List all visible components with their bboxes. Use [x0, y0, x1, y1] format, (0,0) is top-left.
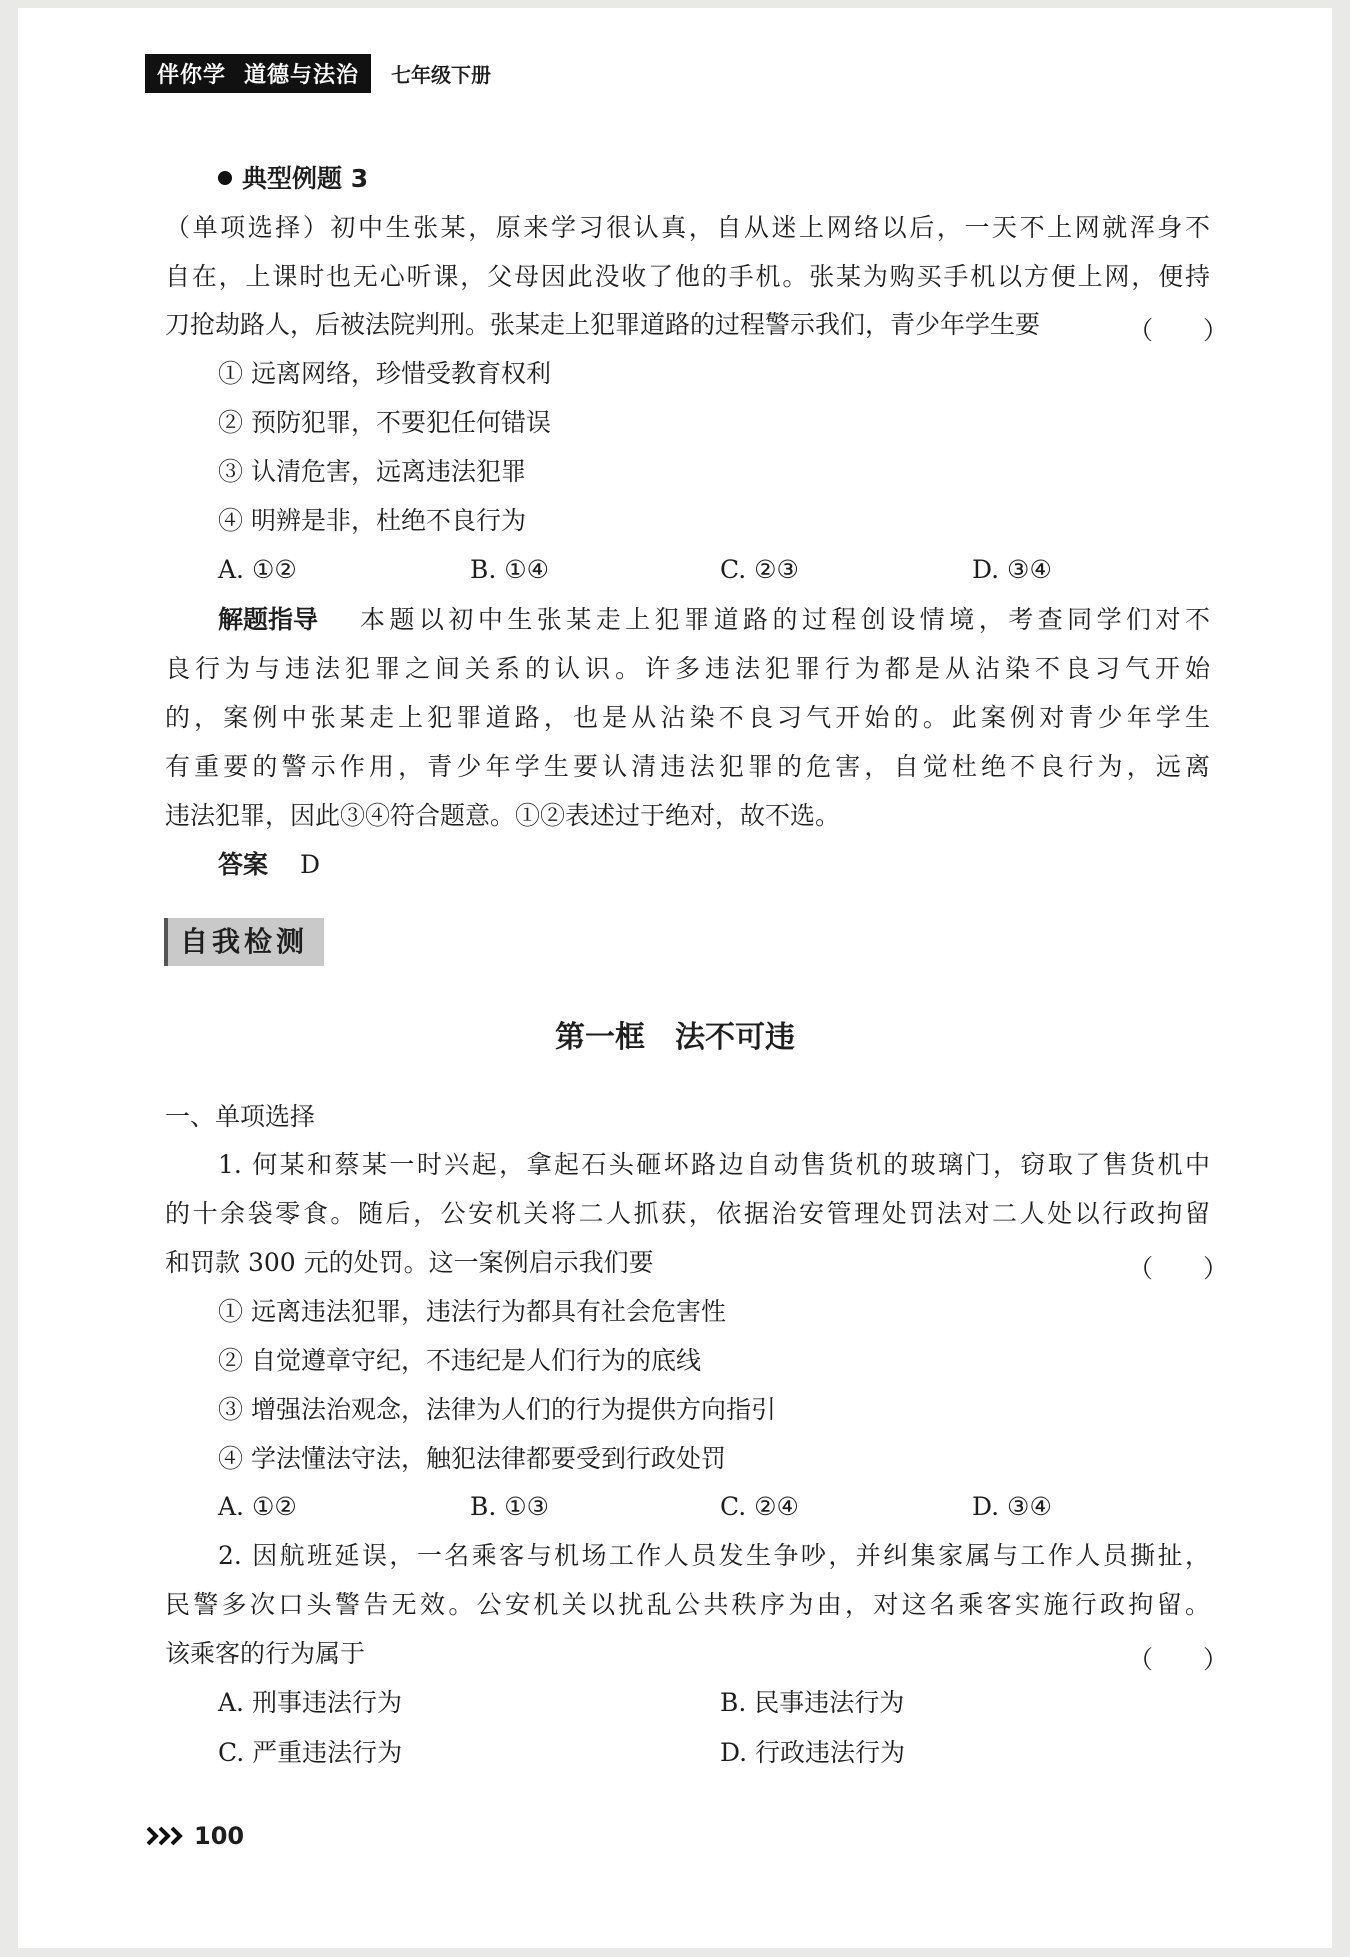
example-item: ③ 认清危害，远离违法犯罪 [218, 457, 526, 486]
q1-item: ① 远离违法犯罪，违法行为都具有社会危害性 [218, 1297, 726, 1326]
part-title: 一、单项选择 [165, 1102, 316, 1131]
option-c: C. ②④ [720, 1492, 799, 1521]
option-a: A. 刑事违法行为 [218, 1688, 402, 1717]
example-stem-line: 刀抢劫路人，后被法院判刑。张某走上犯罪道路的过程警示我们，青少年学生要 [165, 310, 1041, 339]
option-b: B. ①③ [470, 1492, 550, 1521]
guide-line: 违法犯罪，因此③④符合题意。①②表述过于绝对，故不选。 [165, 801, 841, 830]
header-grade: 七年级下册 [391, 62, 492, 87]
option-b: B. ①④ [470, 555, 550, 584]
bullet-icon [218, 171, 232, 185]
answer-value: D [300, 850, 321, 879]
section-tag: 自我检测 [164, 918, 324, 966]
option-d: D. ③④ [972, 1492, 1052, 1521]
page-header [145, 52, 491, 94]
option-d: D. 行政违法行为 [720, 1738, 906, 1767]
header-brand-block [145, 54, 371, 93]
page-footer [146, 1822, 244, 1850]
q1-stem-line: 的十余袋零食。随后，公安机关将二人抓获，依据治安管理处罚法对二人处以行政拘留 [165, 1199, 1210, 1228]
guide-label: 解题指导 [218, 605, 319, 634]
q2-stem-line: 民警多次口头警告无效。公安机关以扰乱公共秩序为由，对这名乘客实施行政拘留。 [165, 1590, 1210, 1619]
answer-blank: （ ） [1128, 1645, 1229, 1674]
example-item: ① 远离网络，珍惜受教育权利 [218, 359, 551, 388]
guide-line: 的，案例中张某走上犯罪道路，也是从沾染不良习气开始的。此案例对青少年学生 [165, 703, 1210, 732]
chevron-right-icon [146, 1825, 192, 1847]
q1-item: ② 自觉遵章守纪，不违纪是人们行为的底线 [218, 1346, 701, 1375]
example-item: ② 预防犯罪，不要犯任何错误 [218, 408, 551, 437]
q1-stem-line: 和罚款 300 元的处罚。这一案例启示我们要 [165, 1248, 654, 1277]
example-title: 典型例题 3 [218, 154, 368, 203]
example-item: ④ 明辨是非，杜绝不良行为 [218, 506, 526, 535]
answer-blank: （ ） [1128, 1254, 1229, 1283]
page-number: 100 [194, 1822, 245, 1850]
guide-line: 本题以初中生张某走上犯罪道路的过程创设情境，考查同学们对不 [360, 605, 1210, 634]
guide-line: 良行为与违法犯罪之间关系的认识。许多违法犯罪行为都是从沾染不良习气开始 [165, 654, 1210, 683]
q2-stem-line: 该乘客的行为属于 [165, 1639, 366, 1668]
guide-line: 有重要的警示作用，青少年学生要认清违法犯罪的危害，自觉杜绝不良行为，远离 [165, 752, 1210, 781]
example-stem-line: （单项选择）初中生张某，原来学习很认真，自从迷上网络以后，一天不上网就浑身不 [165, 213, 1210, 242]
answer-blank: （ ） [1128, 316, 1229, 345]
q1-stem-line: 1. 何某和蔡某一时兴起，拿起石头砸坏路边自动售货机的玻璃门，窃取了售货机中 [218, 1150, 1210, 1179]
q2-stem-line: 2. 因航班延误，一名乘客与机场工作人员发生争吵，并纠集家属与工作人员撕扯， [218, 1541, 1210, 1570]
example-stem-line: 自在，上课时也无心听课，父母因此没收了他的手机。张某为购买手机以方便上网，便持 [165, 262, 1210, 291]
q1-item: ③ 增强法治观念，法律为人们的行为提供方向指引 [218, 1395, 776, 1424]
option-c: C. 严重违法行为 [218, 1738, 403, 1767]
frame-title: 第一框 法不可违 [555, 1020, 795, 1055]
option-a: A. ①② [218, 555, 297, 584]
q1-item: ④ 学法懂法守法，触犯法律都要受到行政处罚 [218, 1444, 726, 1473]
header-brand: 伴你学 [157, 62, 227, 88]
option-c: C. ②③ [720, 555, 799, 584]
header-subject: 道德与法治 [244, 62, 360, 88]
option-d: D. ③④ [972, 555, 1052, 584]
answer-label: 答案 [218, 850, 269, 879]
option-a: A. ①② [218, 1492, 297, 1521]
option-b: B. 民事违法行为 [720, 1688, 905, 1717]
